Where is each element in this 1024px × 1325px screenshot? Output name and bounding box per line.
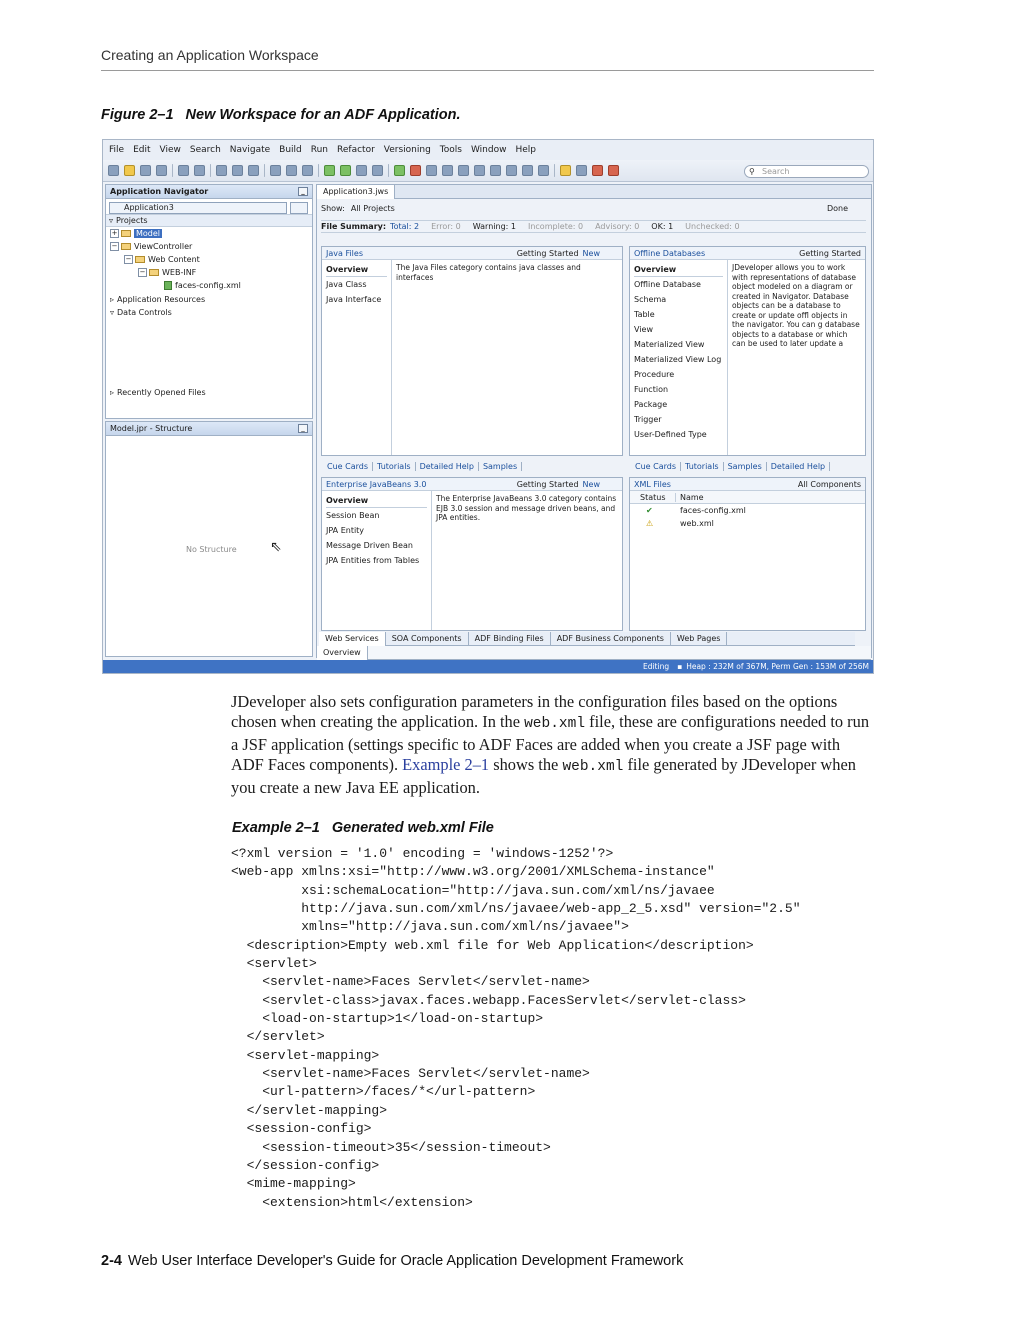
example-title: Generated web.xml File <box>331 820 494 836</box>
tab-application3-jws[interactable]: Application3.jws <box>317 185 395 199</box>
summary-total[interactable]: Total: 2 <box>390 222 420 231</box>
gallery-item[interactable]: User-Defined Type <box>634 430 707 439</box>
editor-mode: Editing <box>642 662 670 671</box>
gallery-item[interactable]: Procedure <box>634 370 675 379</box>
collapse-icon: ▿ <box>109 216 114 225</box>
java-files-gallery <box>321 246 623 456</box>
paragraph-text: JDeveloper also sets configuration parameters in the configuration files based on the options chosen when creating the application. In the <box>231 692 838 732</box>
file-summary-label: File Summary: <box>321 222 387 231</box>
app-selector-row <box>106 201 312 214</box>
debug-icon[interactable] <box>410 165 421 176</box>
recent-files-label: Recently Opened Files <box>117 388 206 397</box>
example-cross-reference-link[interactable]: Example 2–1 <box>402 755 490 775</box>
gallery-item[interactable]: Materialized View <box>634 340 705 349</box>
ide-screenshot <box>102 139 874 674</box>
back-icon[interactable] <box>270 165 281 176</box>
tab-web-pages[interactable]: Web Pages <box>671 632 728 646</box>
summary-advisory[interactable]: Advisory: 0 <box>595 222 640 231</box>
name-column-header[interactable]: Name <box>680 492 704 502</box>
app-resources-label: Application Resources <box>117 295 206 304</box>
expand-icon[interactable]: + <box>111 229 118 237</box>
collapse-icon[interactable]: − <box>125 255 132 263</box>
example-caption <box>232 820 494 836</box>
check-in-icon[interactable] <box>592 165 603 176</box>
summary-warning[interactable]: Warning: 1 <box>472 222 516 231</box>
summary-incomplete[interactable]: Incomplete: 0 <box>527 222 584 231</box>
expand-icon: ▹ <box>110 388 115 397</box>
tree-label: WEB-INF <box>162 268 197 277</box>
figure-caption <box>101 107 461 123</box>
app-menu-button[interactable] <box>290 202 308 214</box>
file-name: faces-config.xml <box>680 506 746 515</box>
paste-icon[interactable] <box>248 165 259 176</box>
inline-code: web.xml <box>524 716 586 733</box>
done-link[interactable]: Done <box>826 204 848 213</box>
collapse-icon: ▿ <box>110 308 115 317</box>
status-column-header[interactable]: Status <box>630 493 676 502</box>
gallery-item[interactable]: Package <box>634 400 668 409</box>
application-navigator <box>105 184 313 419</box>
rebuild-icon[interactable] <box>340 165 351 176</box>
menu-bar <box>103 140 873 160</box>
gallery-item-overview[interactable]: Overview <box>634 262 723 277</box>
project-icon <box>121 243 131 250</box>
save-icon[interactable] <box>140 165 151 176</box>
mouse-cursor-icon: ⇖ <box>270 539 282 555</box>
getting-started-menu[interactable]: Getting Started <box>516 248 579 258</box>
xml-table-header <box>630 491 865 504</box>
gallery-sidebar <box>630 260 728 455</box>
gallery-item[interactable]: Materialized View Log <box>634 355 722 364</box>
warning-icon: ⚠ <box>646 519 654 528</box>
table-row[interactable] <box>630 517 865 530</box>
garbage-collect-icon[interactable] <box>538 165 549 176</box>
xml-file-icon <box>164 281 172 290</box>
gallery-item[interactable]: Message Driven Bean <box>326 541 413 550</box>
code-assist-icon[interactable] <box>302 165 313 176</box>
binoculars-icon: ⚲ <box>749 166 755 176</box>
tab-web-services[interactable]: Web Services <box>319 632 386 646</box>
make-icon[interactable] <box>324 165 335 176</box>
gallery-description: JDeveloper allows you to work with representations of database object modeled on a diagram or created in Navigator. Database objects can be a database to create or update offl objects in the navigator. You can g database objects to a database or which can be used to later update a <box>732 263 860 348</box>
header-rule <box>101 70 874 71</box>
table-row[interactable] <box>630 504 865 517</box>
db-gallery-help-links <box>631 460 830 472</box>
pause-icon[interactable] <box>506 165 517 176</box>
gallery-header <box>630 478 865 491</box>
gallery-description: The Java Files category contains java classes and interfaces <box>396 263 581 282</box>
paragraph-text: file generated by JDeveloper when you create a new Java EE application. <box>231 755 856 797</box>
new-file-icon[interactable] <box>108 165 119 176</box>
gallery-category-tabs <box>319 632 855 646</box>
navigator-titlebar <box>106 185 312 199</box>
tab-adf-binding-files[interactable]: ADF Binding Files <box>469 632 551 646</box>
gallery-item[interactable]: Session Bean <box>326 511 380 520</box>
gallery-item[interactable]: Function <box>634 385 669 394</box>
menu-help[interactable]: Help <box>515 145 536 155</box>
show-row <box>321 202 866 215</box>
structure-pane <box>105 421 313 657</box>
detailed-help-link[interactable]: Detailed Help <box>767 462 830 471</box>
tree-node-faces-config[interactable] <box>106 279 312 292</box>
recent-files-header[interactable] <box>106 386 206 399</box>
step-over-icon[interactable] <box>426 165 437 176</box>
ok-check-icon: ✔ <box>646 506 653 515</box>
gallery-item-overview[interactable]: Overview <box>326 493 427 508</box>
body-paragraph <box>231 692 873 798</box>
gallery-item[interactable]: Table <box>634 310 655 319</box>
tree-label: faces-config.xml <box>175 281 241 290</box>
running-header: Creating an Application Workspace <box>101 47 319 63</box>
project-icon <box>121 230 131 237</box>
ejb-gallery <box>321 477 623 631</box>
redo-icon[interactable] <box>194 165 205 176</box>
inline-code: web.xml <box>562 759 624 776</box>
figure-title: New Workspace for an ADF Application. <box>185 107 461 123</box>
menu-window[interactable]: Window <box>470 145 507 155</box>
file-name: web.xml <box>680 519 714 528</box>
cue-cards-link[interactable]: Cue Cards <box>323 462 373 471</box>
gallery-item[interactable]: JPA Entity <box>326 526 365 535</box>
gallery-sidebar <box>322 260 392 455</box>
summary-ok[interactable]: OK: 1 <box>651 222 674 231</box>
search-placeholder: Search <box>762 167 790 176</box>
component-filter[interactable]: All Components <box>797 479 861 489</box>
paragraph-text: shows the <box>489 755 563 775</box>
structure-titlebar <box>106 422 312 436</box>
undo-icon[interactable] <box>178 165 189 176</box>
warning-icon[interactable] <box>560 165 571 176</box>
tree-label: Web Content <box>148 255 200 264</box>
step-into-icon[interactable] <box>442 165 453 176</box>
gallery-title: Offline Databases <box>634 248 706 258</box>
toolbar-separator <box>554 164 555 177</box>
tree-label: ViewController <box>134 242 193 251</box>
toolbar-separator <box>388 164 389 177</box>
save-all-icon[interactable] <box>156 165 167 176</box>
commit-icon[interactable] <box>608 165 619 176</box>
detailed-help-link[interactable]: Detailed Help <box>416 462 479 471</box>
ide-search-field[interactable] <box>744 165 869 178</box>
xml-files-panel <box>629 477 866 631</box>
run-icon[interactable] <box>394 165 405 176</box>
gallery-title: Java Files <box>326 248 363 258</box>
paragraph-text: file, these are configurations needed to run a JSF application (settings specific to ADF Faces are added when you create a JSF page with ADF Faces components). <box>231 712 870 775</box>
menu-run[interactable]: Run <box>310 145 329 155</box>
summary-error[interactable]: Error: 0 <box>431 222 461 231</box>
gallery-description: The Enterprise JavaBeans 3.0 category contains EJB 3.0 session and message driven beans, and JPA entities. <box>436 494 617 522</box>
projects-header[interactable] <box>106 214 312 227</box>
menu-tools[interactable]: Tools <box>439 145 462 155</box>
getting-started-menu[interactable]: Getting Started <box>799 248 861 258</box>
cue-cards-link[interactable]: Cue Cards <box>631 462 681 471</box>
heap-status: Heap : 232M of 367M, Perm Gen : 153M of 256M <box>686 662 869 671</box>
gallery-item[interactable]: Java Interface <box>326 295 382 304</box>
gallery-title: Enterprise JavaBeans 3.0 <box>326 479 427 489</box>
deploy-icon[interactable] <box>356 165 367 176</box>
new-menu[interactable]: New <box>582 479 600 489</box>
gallery-header <box>322 247 622 260</box>
status-bar <box>103 660 873 673</box>
toolbar-separator <box>210 164 211 177</box>
step-out-icon[interactable] <box>458 165 469 176</box>
gallery-item[interactable]: Offline Database <box>634 280 701 289</box>
summary-unchecked[interactable]: Unchecked: 0 <box>685 222 740 231</box>
collapse-icon[interactable]: − <box>111 242 118 250</box>
tutorials-link[interactable]: Tutorials <box>373 462 416 471</box>
folder-icon <box>149 269 159 276</box>
show-selector[interactable]: All Projects <box>350 204 395 213</box>
gallery-sidebar <box>322 491 432 630</box>
tab-overview[interactable]: Overview <box>317 646 368 660</box>
expand-icon: ▹ <box>110 295 115 304</box>
copy-icon[interactable] <box>232 165 243 176</box>
check-out-icon[interactable] <box>576 165 587 176</box>
tree-node-web-content[interactable] <box>106 253 312 266</box>
data-controls-label: Data Controls <box>117 308 172 317</box>
new-menu[interactable]: New <box>582 248 600 258</box>
getting-started-menu[interactable]: Getting Started <box>516 479 579 489</box>
tree-node-viewcontroller[interactable] <box>106 240 312 253</box>
toolbar-separator <box>264 164 265 177</box>
gallery-item[interactable]: JPA Entities from Tables <box>326 556 420 565</box>
gallery-title: XML Files <box>634 479 671 489</box>
folder-icon <box>135 256 145 263</box>
resume-icon[interactable] <box>490 165 501 176</box>
gallery-header <box>322 478 622 491</box>
example-number: Example 2–1 <box>232 820 320 836</box>
menu-versioning[interactable]: Versioning <box>383 145 431 155</box>
step-to-end-icon[interactable] <box>474 165 485 176</box>
navigator-title: Application Navigator <box>110 187 209 196</box>
figure-number: Figure 2–1 <box>101 107 174 123</box>
editor-tabs <box>317 185 871 199</box>
samples-link[interactable]: Samples <box>479 462 522 471</box>
minimize-icon[interactable]: _ <box>298 424 308 433</box>
editor-area <box>316 184 872 658</box>
gallery-item[interactable]: Java Class <box>326 280 367 289</box>
tree-node-model[interactable] <box>106 227 312 240</box>
editor-bottom-tabs <box>317 646 871 660</box>
offline-db-gallery <box>629 246 866 456</box>
samples-link[interactable]: Samples <box>724 462 767 471</box>
structure-title: Model.jpr - Structure <box>110 424 193 433</box>
menu-refactor[interactable]: Refactor <box>337 145 375 155</box>
gallery-header <box>630 247 865 260</box>
gallery-item[interactable]: Schema <box>634 295 667 304</box>
menu-navigate[interactable]: Navigate <box>229 145 271 155</box>
tree-node-web-inf[interactable] <box>106 266 312 279</box>
app-resources-header[interactable] <box>106 293 312 306</box>
gallery-item[interactable]: View <box>634 325 653 334</box>
tutorials-link[interactable]: Tutorials <box>681 462 724 471</box>
no-structure-text: No Structure <box>186 545 237 554</box>
menu-file[interactable]: File <box>109 145 125 155</box>
forward-icon[interactable] <box>286 165 297 176</box>
gallery-item[interactable]: Trigger <box>634 415 662 424</box>
gallery-item-overview[interactable]: Overview <box>326 262 387 277</box>
menu-edit[interactable]: Edit <box>133 145 151 155</box>
page-number: 2-4 <box>101 1253 122 1269</box>
menu-build[interactable]: Build <box>279 145 302 155</box>
page-footer <box>101 1253 683 1269</box>
tab-soa-components[interactable]: SOA Components <box>386 632 469 646</box>
tree-label: Model <box>136 229 161 238</box>
deploy-server-icon[interactable] <box>372 165 383 176</box>
collapse-icon[interactable]: − <box>139 268 146 276</box>
show-label: Show: <box>321 204 345 213</box>
java-gallery-help-links <box>323 460 522 472</box>
cut-icon[interactable] <box>216 165 227 176</box>
menu-view[interactable]: View <box>159 145 181 155</box>
app-selector[interactable]: Application3 <box>109 202 287 214</box>
tab-adf-business-components[interactable]: ADF Business Components <box>551 632 671 646</box>
toolbar-separator <box>172 164 173 177</box>
code-listing: <?xml version = '1.0' encoding = 'windows-1252'?> <web-app xmlns:xsi="http://www.w3.org/2001/XMLSchema-instance" xsi:schemaLocation="http://java.sun.com/xml/ns/javaee http://java.sun.com/xml/ns/javaee/web-app_2_5.xsd" version="2.5" xmlns="http://java.sun.com/xml/ns/javaee"> <description>Empty web.xml file for Web Application</description> <servlet> <servlet-name>Faces Servlet</servlet-name> <servlet-class>javax.faces.webapp.FacesServlet</servlet-class> <load-on-startup>1</load-on-startup> </servlet> <servlet-mapping> <servlet-name>Faces Servlet</servlet-name> <url-pattern>/faces/*</url-pattern> </servlet-mapping> <session-config> <session-timeout>35</session-timeout> </session-config> <mime-mapping> <extension>html</extension> <box>231 846 801 1210</box>
open-folder-icon[interactable] <box>124 165 135 176</box>
data-controls-header[interactable] <box>106 306 312 319</box>
toolbar-separator <box>318 164 319 177</box>
trash-icon[interactable]: ▪ <box>677 662 683 671</box>
terminate-icon[interactable] <box>522 165 533 176</box>
projects-label: Projects <box>116 216 148 225</box>
minimize-icon[interactable]: _ <box>298 187 308 196</box>
file-summary-row <box>321 220 866 233</box>
menu-search[interactable]: Search <box>189 145 221 155</box>
book-title: Web User Interface Developer's Guide for Oracle Application Development Framework <box>127 1253 684 1269</box>
